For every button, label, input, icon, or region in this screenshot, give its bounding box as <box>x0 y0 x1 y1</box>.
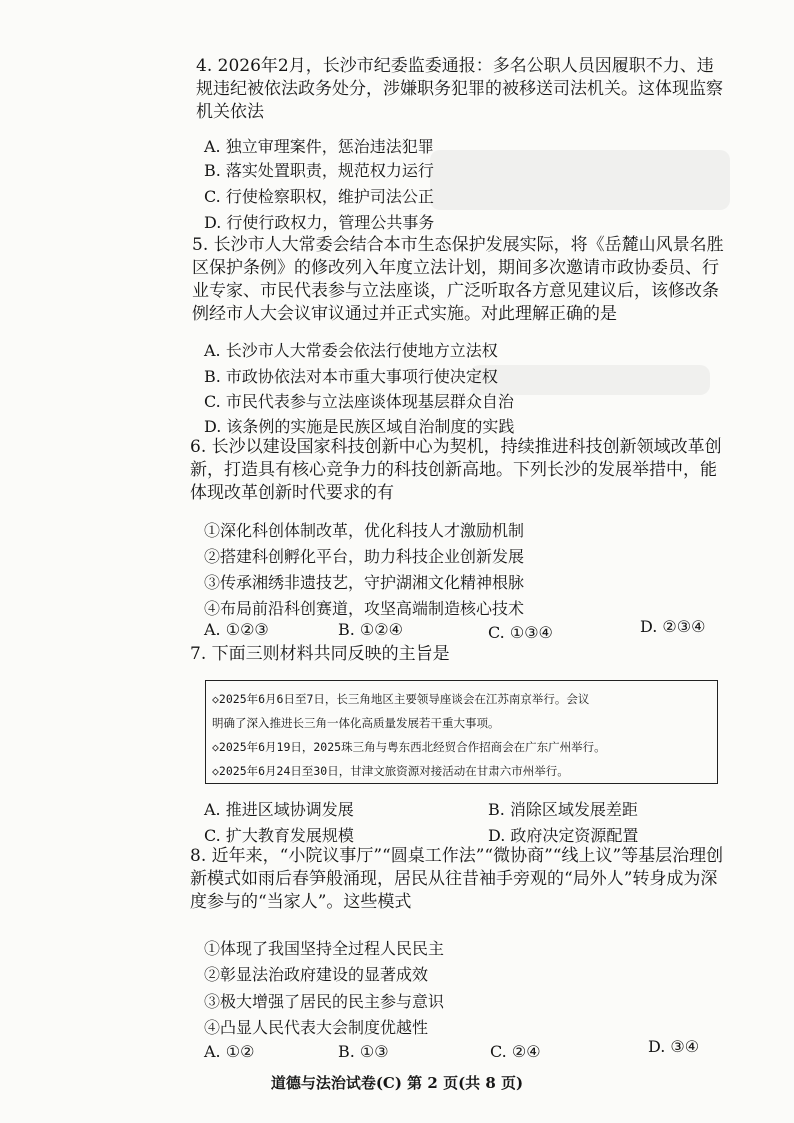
question-5-stem: 5. 长沙市人大常委会结合本市生态保护发展实际，将《岳麓山风景名胜区保护条例》的修改列入年度立法计划，期间多次邀请市政协委员、行业专家、市民代表参与立法座谈，广泛听取各方意见建议后，该修改条例经市人大会议审议通过并正式实施。对此理解正确的是 <box>192 235 724 324</box>
q7-option-b: B. 消除区域发展差距 <box>488 800 638 819</box>
q6-item-2: ②搭建科创孵化平台，助力科技企业创新发展 <box>204 547 525 566</box>
question-4 <box>196 55 726 124</box>
q8-item-1: ①体现了我国坚持全过程人民民主 <box>204 939 445 958</box>
q4-option-c: C. 行使检察职权，维护司法公正 <box>204 187 434 206</box>
q4-option-d: D. 行使行政权力，管理公共事务 <box>204 213 435 232</box>
material-line: ◇2025年6月19日，2025珠三角与粤东西北经贸合作招商会在广东广州举行。 <box>212 740 606 754</box>
q6-item-4: ④布局前沿科创赛道，攻坚高端制造核心技术 <box>204 599 525 618</box>
q7-option-d: D. 政府决定资源配置 <box>488 826 639 845</box>
q7-option-c: C. 扩大教育发展规模 <box>204 826 354 845</box>
question-4-stem: 4. 2026年2月，长沙市纪委监委通报：多名公职人员因履职不力、违规违纪被依法政务处分，涉嫌职务犯罪的被移送司法机关。这体现监察机关依法 <box>196 56 723 122</box>
q5-option-c: C. 市民代表参与立法座谈体现基层群众自治 <box>204 392 514 411</box>
q8-option-b: B. ①③ <box>338 1042 389 1061</box>
q4-option-b: B. 落实处置职责，规范权力运行 <box>204 161 434 180</box>
question-5 <box>192 234 726 326</box>
question-7 <box>190 643 726 666</box>
q6-option-c: C. ①③④ <box>488 623 553 642</box>
page-footer: 道德与法治试卷(C) 第 2 页(共 8 页) <box>270 1074 524 1092</box>
q8-option-c: C. ②④ <box>490 1042 541 1061</box>
q6-option-b: B. ①②④ <box>338 620 403 639</box>
q6-item-3: ③传承湘绣非遗技艺，守护湖湘文化精神根脉 <box>204 573 525 592</box>
q8-item-3: ③极大增强了居民的民主参与意识 <box>204 992 445 1011</box>
q4-option-a: A. 独立审理案件，惩治违法犯罪 <box>204 137 434 156</box>
q6-option-d: D. ②③④ <box>640 617 706 636</box>
question-6-stem: 6. 长沙以建设国家科技创新中心为契机，持续推进科技创新领域改革创新，打造具有核心竞争力的科技创新高地。下列长沙的发展举措中，能体现改革创新时代要求的有 <box>190 437 722 503</box>
q8-option-d: D. ③④ <box>648 1037 700 1056</box>
q5-option-a: A. 长沙市人大常委会依法行使地方立法权 <box>204 341 498 360</box>
scan-smudge <box>430 150 730 210</box>
q5-option-b: B. 市政协依法对本市重大事项行使决定权 <box>204 367 498 386</box>
material-box <box>205 680 718 784</box>
q6-option-a: A. ①②③ <box>204 620 269 639</box>
q8-item-4: ④凸显人民代表大会制度优越性 <box>204 1018 429 1037</box>
question-8 <box>190 845 726 914</box>
q8-option-a: A. ①② <box>204 1042 255 1061</box>
q8-item-2: ②彰显法治政府建设的显著成效 <box>204 965 429 984</box>
q7-option-a: A. 推进区域协调发展 <box>204 800 354 819</box>
material-line: ◇2025年6月24日至30日，甘津文旅资源对接活动在甘肃六市州举行。 <box>212 764 569 778</box>
question-6 <box>190 436 726 505</box>
q6-item-1: ①深化科创体制改革，优化科技人才激励机制 <box>204 521 525 540</box>
material-line: 明确了深入推进长三角一体化高质量发展若干重大事项。 <box>212 716 500 730</box>
material-line: ◇2025年6月6日至7日，长三角地区主要领导座谈会在江苏南京举行。会议 <box>212 692 590 706</box>
question-8-stem: 8. 近年来，“小院议事厅”“圆桌工作法”“微协商”“线上议”等基层治理创新模式如雨后春笋般涌现，居民从往昔袖手旁观的“局外人”转身成为深度参与的“当家人”。这些模式 <box>190 846 724 912</box>
question-7-stem: 7. 下面三则材料共同反映的主旨是 <box>190 644 450 664</box>
q5-option-d: D. 该条例的实施是民族区域自治制度的实践 <box>204 417 515 436</box>
